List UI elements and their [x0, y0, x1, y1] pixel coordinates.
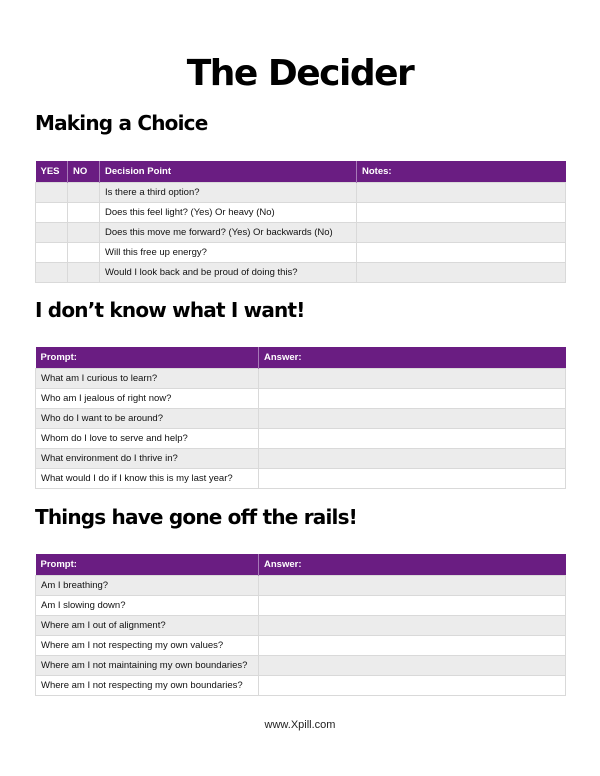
notes-cell[interactable] — [357, 242, 566, 262]
no-cell[interactable] — [68, 202, 100, 222]
table-row — [36, 202, 566, 222]
table-header-row — [36, 161, 566, 182]
prompt-cell: Where am I out of alignment? — [36, 615, 259, 635]
no-cell[interactable] — [68, 182, 100, 202]
answer-cell[interactable] — [259, 635, 566, 655]
prompt-cell: What environment do I thrive in? — [36, 448, 259, 468]
prompt-cell: Who am I jealous of right now? — [36, 388, 259, 408]
column-header-answer: Answer: — [259, 347, 566, 368]
column-header-notes: Notes: — [357, 161, 566, 182]
answer-cell[interactable] — [259, 408, 566, 428]
prompt-cell: Am I slowing down? — [36, 595, 259, 615]
decision-table — [35, 161, 566, 283]
notes-cell[interactable] — [357, 222, 566, 242]
footer-url[interactable]: www.Xpill.com — [264, 719, 336, 731]
section-heading-dont-know: I don’t know what I want! — [35, 298, 305, 322]
prompt-cell: What would I do if I know this is my last year? — [36, 468, 259, 488]
column-header-prompt: Prompt: — [36, 347, 259, 368]
answer-cell[interactable] — [259, 388, 566, 408]
decision-point-cell: Does this feel light? (Yes) Or heavy (No) — [100, 202, 357, 222]
table-row — [36, 242, 566, 262]
answer-cell[interactable] — [259, 368, 566, 388]
table-row — [36, 222, 566, 242]
column-header-yes: YES — [36, 161, 68, 182]
prompt-cell: What am I curious to learn? — [36, 368, 259, 388]
decision-point-cell: Will this free up energy? — [100, 242, 357, 262]
notes-cell[interactable] — [357, 262, 566, 282]
prompt-cell: Where am I not respecting my own boundaries? — [36, 675, 259, 695]
dont-know-table — [35, 347, 566, 489]
answer-cell[interactable] — [259, 675, 566, 695]
no-cell[interactable] — [68, 222, 100, 242]
answer-cell[interactable] — [259, 428, 566, 448]
section-heading-making-choice: Making a Choice — [35, 111, 208, 135]
notes-cell[interactable] — [357, 202, 566, 222]
table-row — [36, 635, 566, 655]
section-heading-off-rails: Things have gone off the rails! — [35, 505, 358, 529]
off-rails-table — [35, 554, 566, 696]
column-header-no: NO — [68, 161, 100, 182]
table-row — [36, 595, 566, 615]
prompt-cell: Where am I not respecting my own values? — [36, 635, 259, 655]
answer-cell[interactable] — [259, 595, 566, 615]
decision-point-cell: Is there a third option? — [100, 182, 357, 202]
table-row — [36, 262, 566, 282]
no-cell[interactable] — [68, 262, 100, 282]
table-row — [36, 675, 566, 695]
answer-cell[interactable] — [259, 468, 566, 488]
yes-cell[interactable] — [36, 202, 68, 222]
table-row — [36, 468, 566, 488]
table-row — [36, 448, 566, 468]
table-row — [36, 182, 566, 202]
table-row — [36, 408, 566, 428]
decision-point-cell: Does this move me forward? (Yes) Or backwards (No) — [100, 222, 357, 242]
column-header-decision-point: Decision Point — [100, 161, 357, 182]
table-header-row — [36, 554, 566, 575]
prompt-cell: Am I breathing? — [36, 575, 259, 595]
table-row — [36, 615, 566, 635]
yes-cell[interactable] — [36, 222, 68, 242]
table-row — [36, 428, 566, 448]
notes-cell[interactable] — [357, 182, 566, 202]
answer-cell[interactable] — [259, 615, 566, 635]
table-row — [36, 388, 566, 408]
answer-cell[interactable] — [259, 575, 566, 595]
yes-cell[interactable] — [36, 182, 68, 202]
yes-cell[interactable] — [36, 242, 68, 262]
answer-cell[interactable] — [259, 448, 566, 468]
table-row — [36, 575, 566, 595]
column-header-answer: Answer: — [259, 554, 566, 575]
prompt-cell: Whom do I love to serve and help? — [36, 428, 259, 448]
column-header-prompt: Prompt: — [36, 554, 259, 575]
decision-point-cell: Would I look back and be proud of doing this? — [100, 262, 357, 282]
table-row — [36, 368, 566, 388]
table-row — [36, 655, 566, 675]
table-header-row — [36, 347, 566, 368]
page-title: The Decider — [186, 53, 414, 94]
answer-cell[interactable] — [259, 655, 566, 675]
prompt-cell: Who do I want to be around? — [36, 408, 259, 428]
yes-cell[interactable] — [36, 262, 68, 282]
no-cell[interactable] — [68, 242, 100, 262]
prompt-cell: Where am I not maintaining my own boundaries? — [36, 655, 259, 675]
